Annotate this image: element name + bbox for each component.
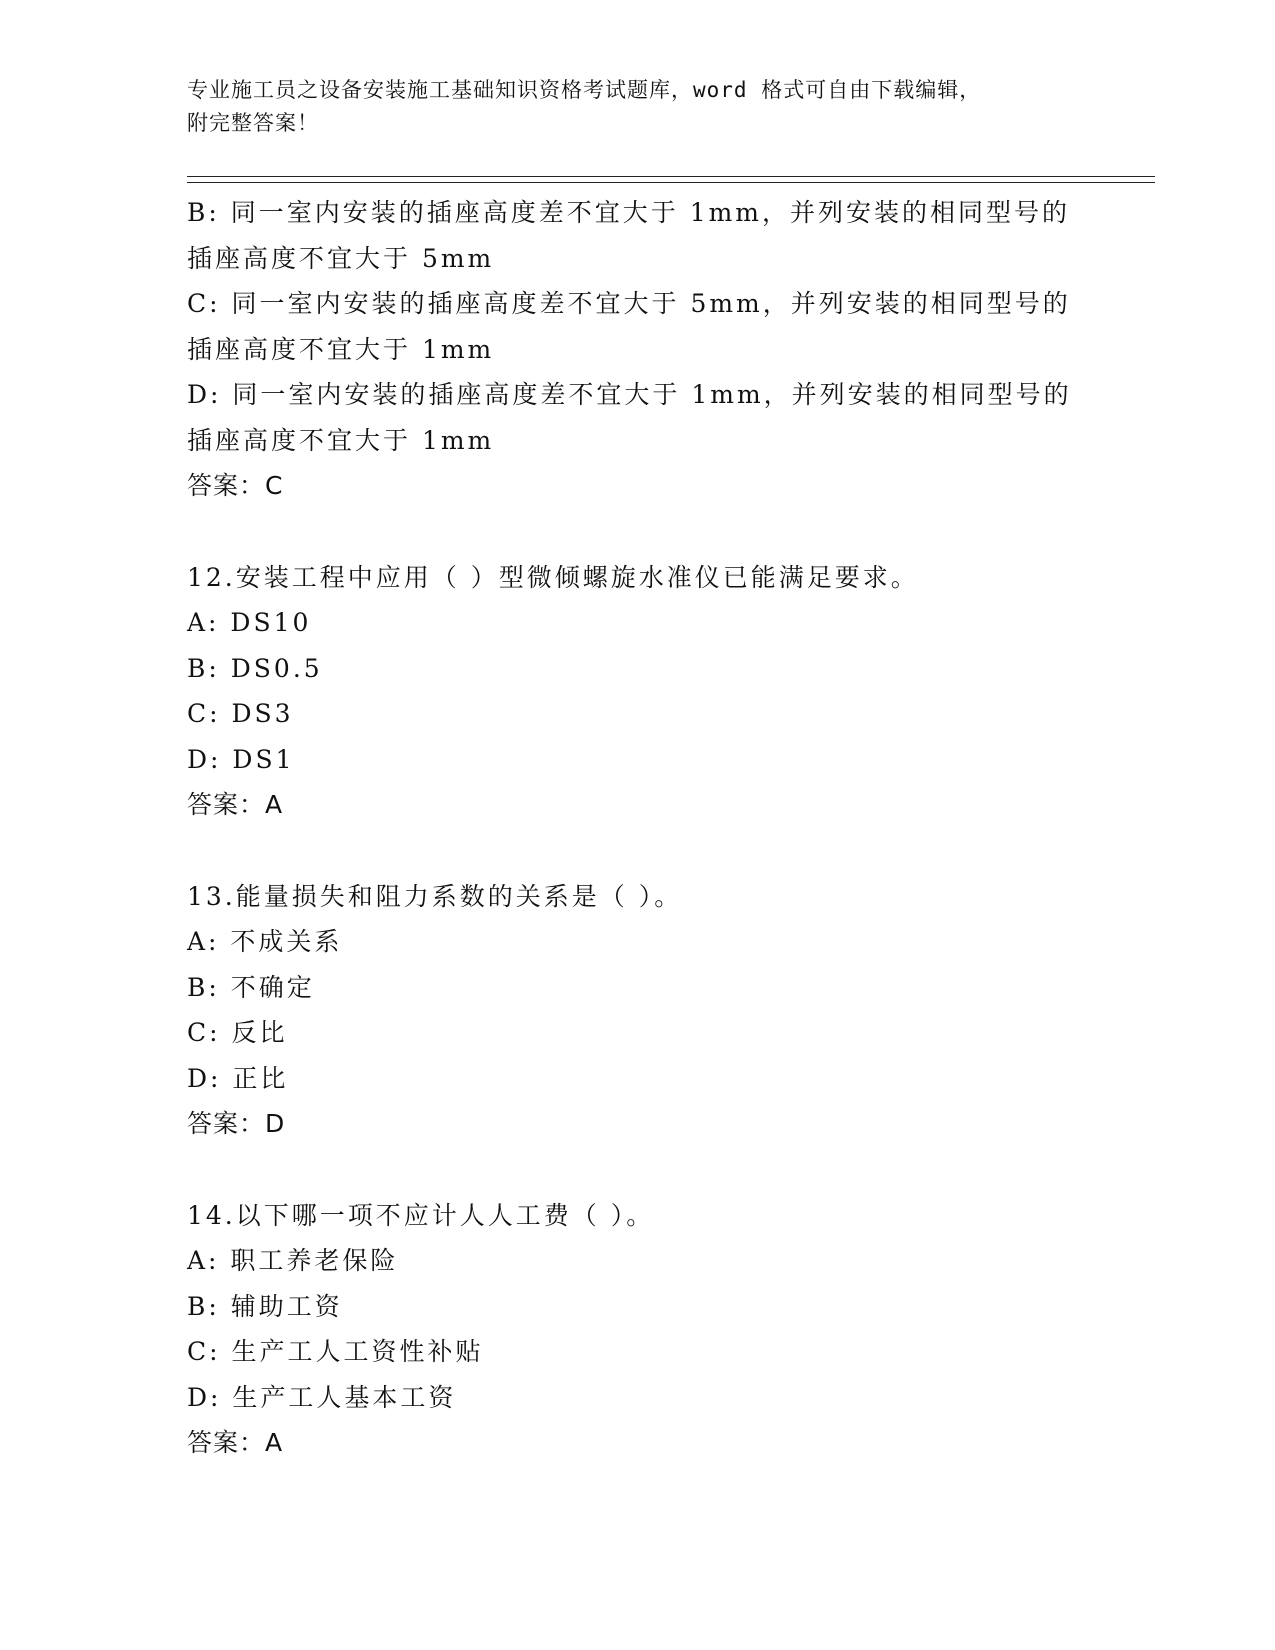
option-b: B: 辅助工资 <box>187 1291 343 1321</box>
header-divider-top <box>187 176 1155 177</box>
option-d-line-2: 插座高度不宜大于 1mm <box>187 425 495 455</box>
question-12 <box>187 555 1107 828</box>
option-b-line-2: 插座高度不宜大于 5mm <box>187 243 495 273</box>
question-list <box>187 190 1107 1466</box>
question-text: 14.以下哪一项不应计人人工费（ ）。 <box>187 1200 655 1230</box>
question-11-tail <box>187 190 1107 509</box>
option-b-line-1: B: 同一室内安装的插座高度差不宜大于 1mm，并列安装的相同型号的 <box>187 198 1071 227</box>
question-text: 12.安装工程中应用（ ）型微倾螺旋水准仪已能满足要求。 <box>187 562 919 592</box>
option-d-line-1: D: 同一室内安装的插座高度差不宜大于 1mm，并列安装的相同型号的 <box>187 380 1072 409</box>
option-c: C: 生产工人工资性补贴 <box>187 1337 484 1366</box>
option-c: C: DS3 <box>187 699 294 728</box>
option-d: D: 正比 <box>187 1063 289 1093</box>
question-13 <box>187 874 1107 1147</box>
option-a: A: 职工养老保险 <box>187 1246 399 1275</box>
answer: 答案：D <box>187 1109 286 1138</box>
option-d: D: 生产工人基本工资 <box>187 1382 457 1412</box>
option-a: A: 不成关系 <box>187 927 343 956</box>
answer: 答案：C <box>187 471 284 500</box>
header-line-1: 专业施工员之设备安装施工基础知识资格考试题库，word 格式可自由下载编辑， <box>187 78 982 102</box>
option-b: B: 不确定 <box>187 972 315 1002</box>
option-c: C: 反比 <box>187 1018 288 1047</box>
option-a: A: DS10 <box>187 608 312 637</box>
answer: 答案：A <box>187 790 284 819</box>
document-header <box>187 74 1087 140</box>
option-c-line-2: 插座高度不宜大于 1mm <box>187 334 495 364</box>
header-line-2: 附完整答案！ <box>187 111 319 135</box>
option-c-line-1: C: 同一室内安装的插座高度差不宜大于 5mm，并列安装的相同型号的 <box>187 289 1071 318</box>
option-d: D: DS1 <box>187 744 295 774</box>
question-text: 13.能量损失和阻力系数的关系是（ ）。 <box>187 881 683 911</box>
option-b: B: DS0.5 <box>187 653 323 683</box>
question-14 <box>187 1193 1107 1466</box>
header-divider-bottom <box>187 182 1155 183</box>
answer: 答案：A <box>187 1428 284 1457</box>
